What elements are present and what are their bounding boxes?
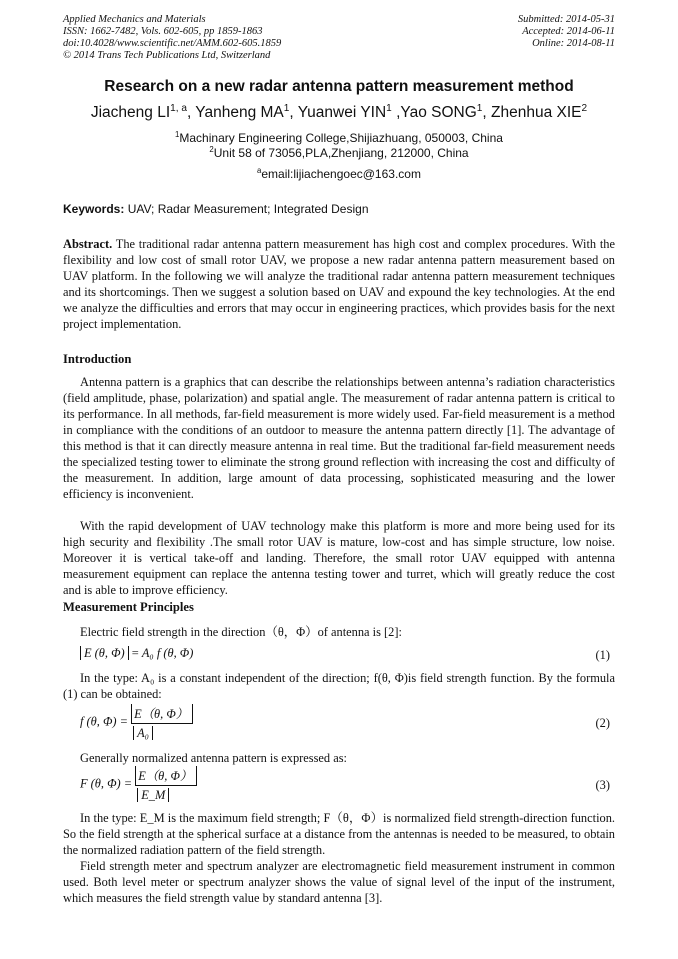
eq1-rhs: A₀ f (θ, Φ): [141, 646, 194, 660]
equation-1-number: (1): [595, 648, 610, 662]
equation-1: E (θ, Φ) = A₀ f (θ, Φ): [80, 646, 193, 661]
equation-3-number: (3): [595, 778, 610, 792]
affiliation-2: [0, 146, 678, 160]
journal-name: Applied Mechanics and Materials: [63, 14, 206, 25]
principles-after-eq1: In the type: A₀ is a constant independent of the direction; f(θ, Φ)is field strength function. By the formula (1) can be obtained:: [63, 671, 615, 701]
author-sup: 1: [476, 102, 483, 114]
keywords: [63, 202, 369, 216]
author-name: Zhenhua XIE: [491, 104, 582, 121]
email: [0, 167, 678, 181]
principles-intro: Electric field strength in the direction（θ，Φ）of antenna is [2]:: [80, 625, 402, 639]
equation-2: [80, 704, 193, 741]
affiliation-text: Unit 58 of 73056,PLA,Zhenjiang, 212000, China: [213, 146, 469, 160]
abstract-text: The traditional radar antenna pattern measurement has high cost and complex procedures. With the flexibility and low cost of small rotor UAV, we propose a new radar antenna pattern measurement based on UAV platform. In the following we will analyze the traditional radar antenna pattern measurement techniques and its shortcomings. Then we suggest a solution based on UAV and expound the key technologies. At the end we analyze the difficulties and errors that may occur in engineering practices, which provides basis for the next project implementation.: [63, 237, 616, 331]
abstract: [63, 236, 615, 332]
author-name: Yao SONG: [400, 104, 477, 121]
abstract-label: Abstract.: [63, 237, 113, 251]
eq3-fraction: [135, 766, 197, 803]
author-sup: 1, a: [170, 102, 187, 114]
principles-before-eq3: Generally normalized antenna pattern is expressed as:: [80, 751, 347, 765]
affiliation-1: [0, 131, 678, 145]
copyright: © 2014 Trans Tech Publications Ltd, Switzerland: [63, 50, 271, 61]
introduction-paragraph-1: Antenna pattern is a graphics that can describe the relationships between antenna’s radiation characteristics (field amplitude, phase, polarization) and spatial angle. The measurement of radar antenna pattern is critical to its performance. In all methods, far-field measurement is more widely used. Far-field measurement is a method in compliance with the conditions of an outdoor to measure the antenna pattern directly [1]. The advantage of this method is that it can directly measure antenna in real time. But the traditional far-field measurement needs the specialized testing tower to eliminate the strong ground reflection with increasing the cost and difficulty of the measurement. In addition, large amount of data processing, sophisticated measuring and the lower efficiency is inconvenient.: [63, 375, 615, 501]
issn: ISSN: 1662-7482, Vols. 602-605, pp 1859-1863: [63, 26, 263, 37]
principles-heading: Measurement Principles: [63, 600, 194, 614]
keywords-text: UAV; Radar Measurement; Integrated Design: [127, 202, 369, 216]
introduction-heading: Introduction: [63, 352, 132, 366]
introduction-paragraph-2: With the rapid development of UAV technology make this platform is more and more being used for its high security and flexibility .The small rotor UAV is mature, low-cost and has simple structure, low noise. Moreover it is vertical take-off and landing. Therefore, the small rotor UAV equipped with antenna measurement equipment can replace the antenna testing tower and turret, which will greatly reduce the cost and is able to improve efficiency.: [63, 519, 615, 597]
affiliation-sup: 2: [209, 145, 214, 154]
affiliation-sup: 1: [175, 130, 180, 139]
eq2-fraction: [131, 704, 193, 741]
eq1-lhs: E (θ, Φ): [80, 646, 129, 660]
accepted-date: Accepted: 2014-06-11: [522, 26, 615, 37]
paper-title: Research on a new radar antenna pattern measurement method: [104, 78, 574, 95]
author-name: Jiacheng LI: [90, 104, 171, 121]
eq2-numerator: E（θ, Φ）: [131, 704, 193, 724]
doi: doi:10.4028/www.scientific.net/AMM.602-605.1859: [63, 38, 282, 49]
eq2-denominator: A₀: [133, 726, 153, 740]
author-list: Jiacheng LI$^{1, a}$, Yanheng $MA^1$, Yuanwei YIN$^1$ ,Yao SONG$^1$, Zhenhua XIE$^2$: [90, 102, 588, 121]
principles-after-eq3: In the type: E_M is the maximum field strength; F（θ，Φ）is normalized field strength-direction function. So the field strength at the spherical surface at a distance from the antennas is needed to be measured, to obtain the normalized radiation pattern of the field strength.: [63, 811, 615, 857]
journal-header-left: [63, 14, 281, 62]
journal-header-right: [518, 14, 615, 50]
submitted-date: Submitted: 2014-05-31: [517, 14, 615, 25]
keywords-label: Keywords:: [63, 202, 125, 216]
principles-last-paragraph: Field strength meter and spectrum analyzer are electromagnetic field measurement instrument in common used. Both level meter or spectrum analyzer shows the value of signal level of the input of the instrument, which measures the field strength value by standard antenna [3].: [63, 859, 615, 905]
author-name: Yanheng MA: [195, 104, 284, 121]
eq3-denominator: E_M: [137, 788, 169, 802]
email-sup: a: [257, 166, 262, 175]
eq3-lhs: F (θ, Φ) =: [80, 776, 133, 791]
equation-3: [80, 766, 197, 803]
author-name: Yuanwei YIN: [297, 104, 387, 121]
author-sup: 1: [283, 102, 290, 114]
author-sup: 2: [581, 102, 588, 114]
affiliation-text: Machinary Engineering College,Shijiazhuang, 050003, China: [179, 131, 503, 145]
eq2-lhs: f (θ, Φ) =: [80, 714, 128, 729]
equation-2-number: (2): [595, 716, 610, 730]
online-date: Online: 2014-08-11: [532, 38, 615, 49]
author-sup: 1: [386, 102, 392, 114]
eq3-numerator: E（θ, Φ）: [135, 766, 197, 786]
email-text: email:lijiachengoec@163.com: [261, 167, 421, 181]
